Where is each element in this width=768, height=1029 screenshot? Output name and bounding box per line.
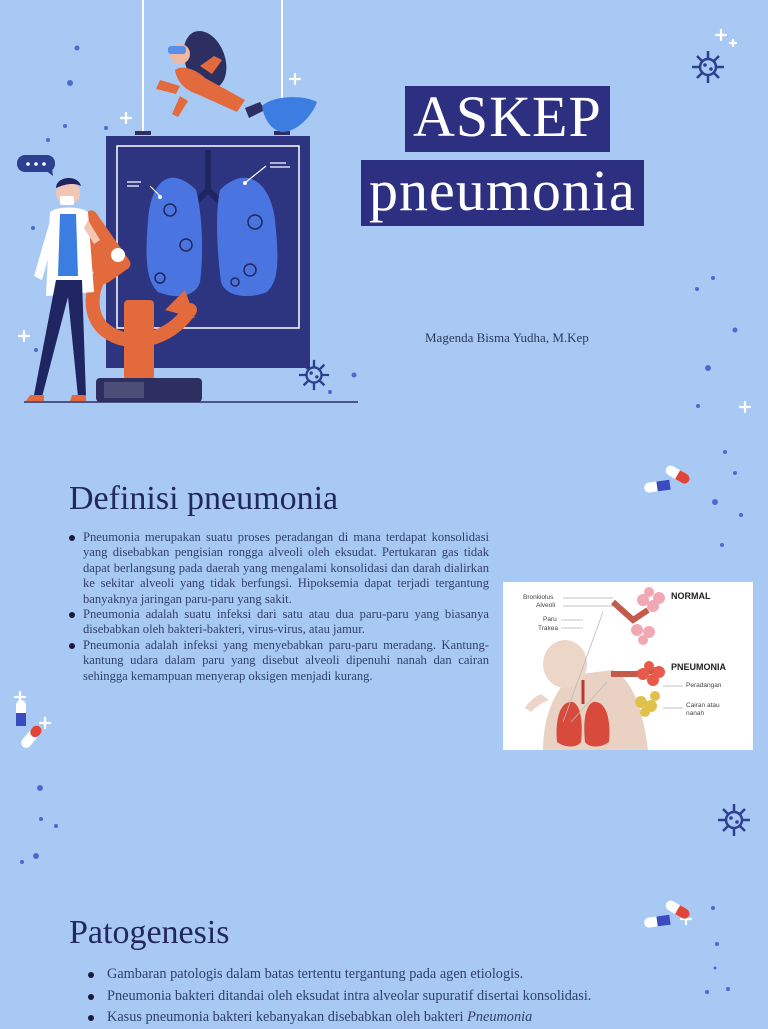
pill-icon — [12, 698, 46, 752]
list-item-text: Kasus pneumonia bakteri kebanyakan disebabkan oleh bakteri — [107, 1009, 464, 1025]
pill-icon — [640, 462, 695, 494]
list-item-emphasis: Pneumonia — [467, 1009, 533, 1025]
bronkiolus-label: Bronkiolus — [523, 594, 554, 601]
virus-icon — [690, 49, 726, 85]
cairan-label-line2: nanah — [686, 710, 705, 717]
doctor-xray-illustration — [15, 0, 365, 410]
paru-label: Paru — [543, 616, 557, 623]
list-item: Gambaran patologis dalam batas tertentu tergantung pada agen etiologis. — [86, 964, 698, 986]
definisi-heading: Definisi pneumonia — [69, 480, 339, 517]
normal-label: NORMAL — [671, 591, 711, 601]
alveoli-label: Alveoli — [536, 602, 556, 609]
list-item: Pneumonia merupakan suatu proses peradangan di mana terdapat konsolidasi yang disebabkan pengisian rongga alveoli oleh eksudat. Pertukaran gas tidak dapat berlangsung pada daerah yang mengalami konsolidasi dan darah dialirkan ke sekitar alveoli yang tidak berfungsi. Hipoksemia dapat terjadi tergantung banyaknya jaringan paru-paru yang sakit. — [68, 530, 489, 607]
pill-icon — [640, 897, 695, 929]
patogenesis-list — [86, 964, 698, 1029]
author-name: Magenda Bisma Yudha, M.Kep — [425, 330, 589, 345]
patogenesis-heading: Patogenesis — [69, 914, 230, 951]
peradangan-label: Peradangan — [686, 682, 722, 689]
title-line-2: pneumonia — [361, 160, 644, 226]
pneumonia-label: PNEUMONIA — [671, 662, 727, 672]
list-item: Pneumonia adalah suatu infeksi dari satu atau dua paru-paru yang biasanya disebabkan oleh bakteri-bakteri, virus-virus, atau jamur. — [68, 607, 489, 638]
trakea-label: Trakea — [538, 625, 558, 632]
title-line-1: ASKEP — [405, 86, 610, 152]
definisi-list — [68, 530, 489, 684]
lung-comparison-figure — [503, 582, 753, 750]
list-item: Pneumonia bakteri ditandai oleh eksudat intra alveolar supuratif disertai konsolidasi. — [86, 986, 698, 1008]
list-item — [86, 1007, 698, 1029]
cairan-label-line1: Cairan atau — [686, 702, 720, 709]
virus-icon — [716, 802, 752, 838]
list-item: Pneumonia adalah infeksi yang menyebabkan paru-paru meradang. Kantung-kantung udara dalam paru yang disebut alveoli dipenuhi nanah dan cairan sehingga kemampuan menyerap oksigen menjadi kurang. — [68, 638, 489, 684]
